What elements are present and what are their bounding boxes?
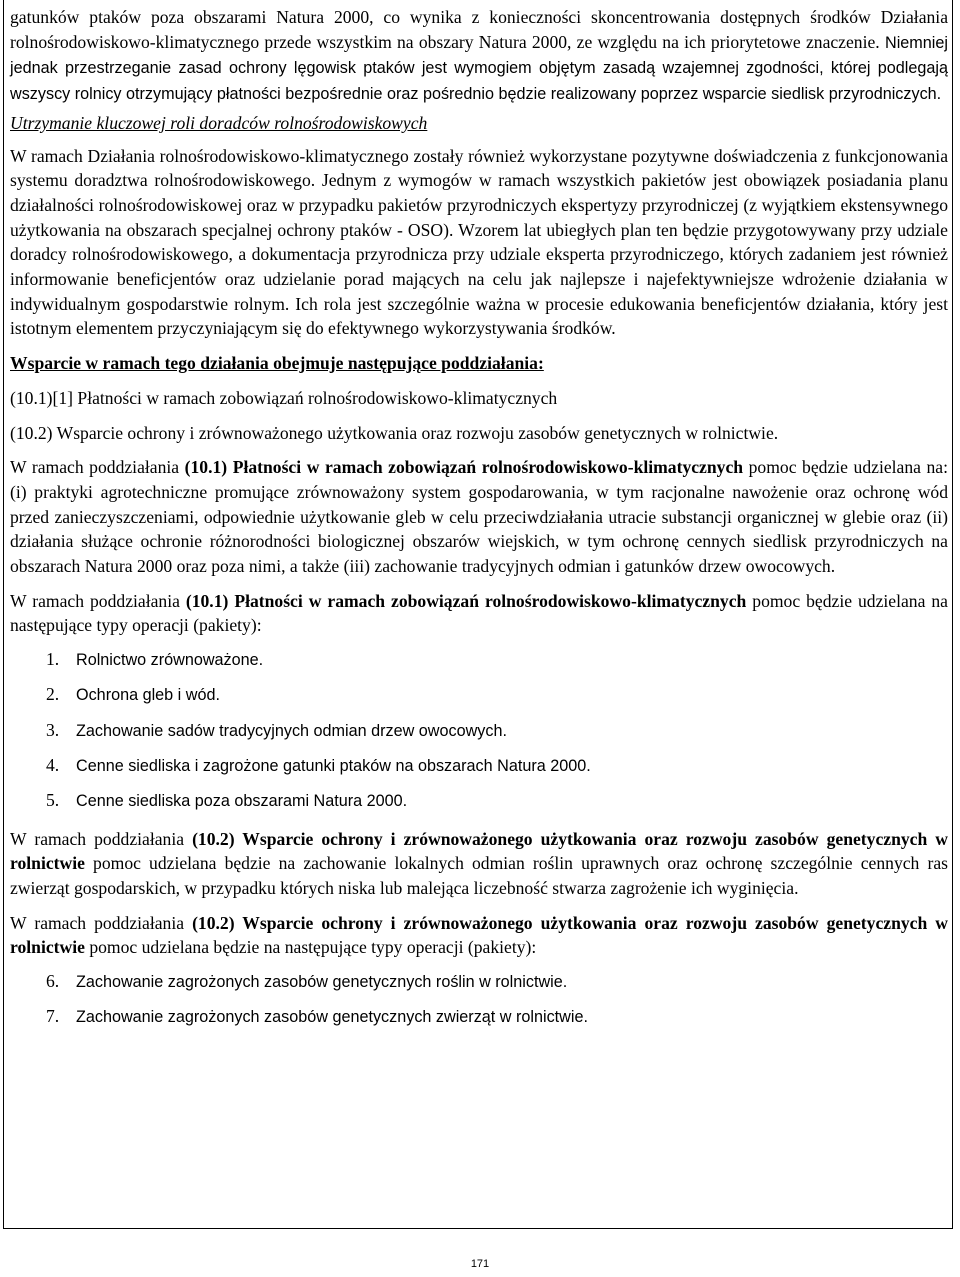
list-item-text: Zachowanie zagrożonych zasobów genetycznych roślin w rolnictwie. [76, 973, 568, 992]
list-item-text: Cenne siedliska poza obszarami Natura 2000. [76, 792, 408, 811]
paragraph-10-1-scope-rest: pomoc będzie udzielana na: (i) praktyki agrotechniczne promujące zrównoważony system gospodarowania, w tym racjonalne nawożenie oraz ochronę wód przed zanieczyszczeniami, odpowiednie użytkowanie gleb w celu przeciwdziałania utracie substancji organicznej w glebie oraz (ii) działania służące ochronie różnorodności biologicznej obszarów wiejskich, w tym ochronę cennych siedlisk przyrodniczych na obszarach Natura 2000 oraz poza nimi, a także (iii) zachowanie tradycyjnych odmian i gatunków drzew owocowych. [10, 457, 948, 577]
list-item-text: Zachowanie sadów tradycyjnych odmian drzew owocowych. [76, 721, 507, 740]
list-item-text: Rolnictwo zrównoważone. [76, 651, 264, 670]
list-item-number: 1. [46, 649, 60, 670]
list-item [10, 783, 948, 818]
paragraph-10-1-packages-lead: W ramach poddziałania [10, 590, 186, 611]
paragraph-10-1-scope-lead: W ramach poddziałania [10, 457, 185, 478]
list-item-number: 3. [46, 719, 60, 740]
paragraph-10-2-packages-bold: (10.2) Wsparcie ochrony i zrównoważonego użytkowania oraz rozwoju zasobów genetycznych w rolnictwie [10, 912, 948, 958]
list-item-text: Zachowanie zagrożonych zasobów genetycznych zwierząt w rolnictwie. [76, 1008, 588, 1027]
list-item-number: 2. [46, 684, 60, 705]
paragraph-10-2-scope-lead: W ramach poddziałania [10, 828, 193, 849]
paragraph-10-1-packages [10, 589, 948, 638]
document-body [10, 0, 948, 1035]
list-item-text: Cenne siedliska i zagrożone gatunki ptaków na obszarach Natura 2000. [76, 757, 591, 776]
list-item [10, 713, 948, 748]
list-item [10, 964, 948, 999]
list-item-number: 7. [46, 1006, 60, 1027]
submeasure-10-1: (10.1)[1] Płatności w ramach zobowiązań rolnośrodowiskowo-klimatycznych [10, 387, 558, 408]
list-item [10, 999, 948, 1034]
package-list-10-2 [10, 964, 948, 1035]
list-item [10, 642, 948, 677]
list-item-number: 6. [46, 971, 60, 992]
list-item-number: 4. [46, 755, 60, 776]
page-number: 171 [470, 1258, 490, 1270]
paragraph-10-1-packages-bold: (10.1) Płatności w ramach zobowiązań rolnośrodowiskowo-klimatycznych [185, 590, 747, 611]
list-item-text: Ochrona gleb i wód. [76, 686, 220, 705]
paragraph-10-2-scope-rest: pomoc udzielana będzie na zachowanie lokalnych odmian roślin uprawnych oraz ochronę szczególnie cennych ras zwierząt gospodarskich, w przypadku których niska lub malejąca liczebność stwarza zagrożenie ich wyginięcia. [10, 853, 948, 899]
heading-support: Wsparcie w ramach tego działania obejmuje następujące poddziałania: [10, 353, 544, 374]
paragraph-10-2-packages-lead: W ramach poddziałania [10, 912, 193, 933]
list-item [10, 677, 948, 712]
list-item [10, 748, 948, 783]
paragraph-natura-sans: Niemniej jednak przestrzeganie zasad ochrony lęgowisk ptaków jest wymogiem objętym zasadą wzajemnej zgodności, której podlegają wszyscy rolnicy otrzymujący płatności bezpośrednie oraz pośrednio będzie realizowany poprzez wsparcie siedlisk przyrodniczych. [10, 33, 948, 104]
paragraph-10-2-packages [10, 911, 948, 960]
paragraph-10-1-scope-bold: (10.1) Płatności w ramach zobowiązań rolnośrodowiskowo-klimatycznych [184, 457, 744, 478]
list-item-number: 5. [46, 790, 60, 811]
paragraph-10-2-packages-rest: pomoc udzielana będzie na następujące typy operacji (pakiety): [84, 937, 537, 958]
heading-advisors: Utrzymanie kluczowej roli doradców rolnośrodowiskowych [10, 112, 428, 133]
submeasure-10-2: (10.2) Wsparcie ochrony i zrównoważonego użytkowania oraz rozwoju zasobów genetycznych w rolnictwie. [10, 422, 779, 443]
paragraph-10-2-scope [10, 827, 948, 901]
paragraph-10-1-packages-rest: pomoc będzie udzielana na następujące typy operacji (pakiety): [10, 590, 948, 636]
paragraph-10-2-scope-bold: (10.2) Wsparcie ochrony i zrównoważonego użytkowania oraz rozwoju zasobów genetycznych w rolnictwie [10, 828, 948, 874]
paragraph-natura-serif: gatunków ptaków poza obszarami Natura 2000, co wynika z konieczności skoncentrowania dostępnych środków Działania rolnośrodowiskowo-klimatycznego przede wszystkim na obszary Natura 2000, ze względu na ich priorytetowe znaczenie. [10, 7, 948, 52]
paragraph-advisors: W ramach Działania rolnośrodowiskowo-klimatycznego zostały również wykorzystane pozytywne doświadczenia z funkcjonowania systemu doradztwa rolnośrodowiskowego. Jednym z wymogów w ramach wszystkich pakietów jest obowiązek posiadania planu działalności rolnośrodowiskowej oraz w przypadku pakietów przyrodniczych ekspertyzy przyrodniczej (z wyjątkiem ekstensywnego użytkowania na obszarach specjalnej ochrony ptaków - OSO). Wzorem lat ubiegłych plan ten będzie przygotowywany przy udziale doradcy rolnośrodowiskowego, a dokumentacja przyrodnicza przy udziale eksperta przyrodniczego, których zadaniem jest również informowanie beneficjentów oraz udzielanie porad mających na celu jak najlepsze i najefektywniejsze wdrożenie działania w indywidualnym gospodarstwie rolnym. Ich rola jest szczególnie ważna w procesie edukowania beneficjentów działania, który jest istotnym elementem przyczyniającym się do efektywnego wykorzystywania środków. [10, 145, 948, 339]
paragraph-natura [10, 5, 948, 107]
paragraph-10-1-scope [10, 455, 948, 579]
package-list-10-1 [10, 642, 948, 818]
